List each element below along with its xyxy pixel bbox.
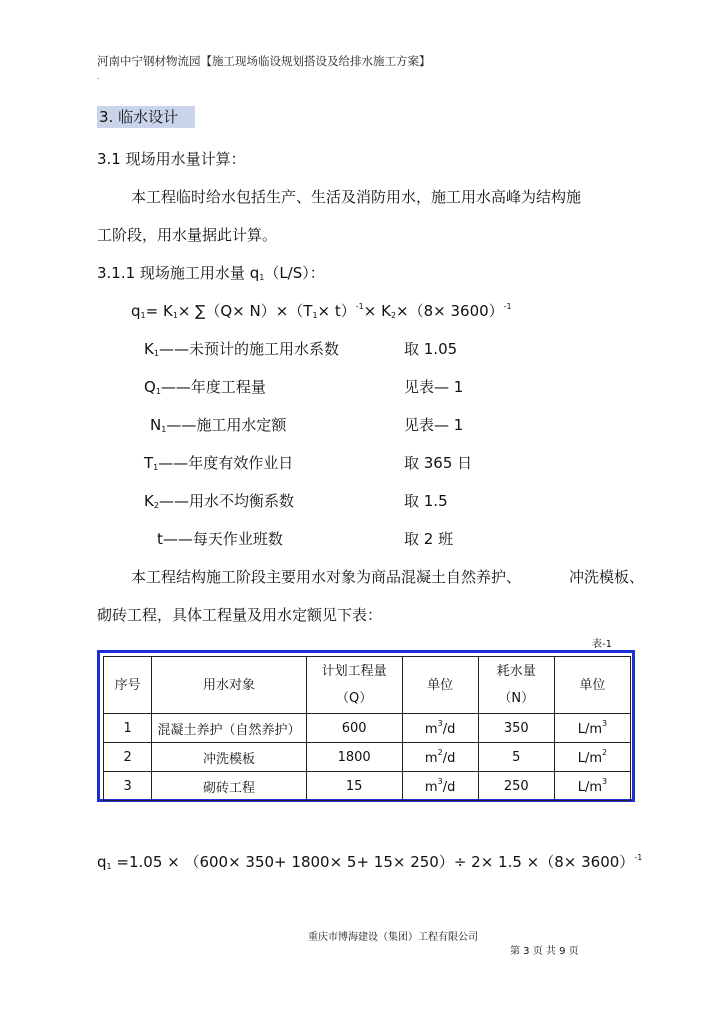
paragraph-2-line-1-tail: 冲洗模板、 [569, 568, 645, 586]
water-usage-table-frame [97, 650, 635, 802]
cell-quantity: 1800 [306, 743, 402, 772]
variable-q1: $Q_1——$年度工程量 [144, 378, 266, 396]
variable-k1-value: 取 1.05 [404, 340, 458, 358]
header-unit-2: 单位 [554, 657, 630, 714]
header-consumption: 耗水量 （N） [478, 657, 554, 714]
cell-no: 2 [104, 743, 152, 772]
cell-unit-1: $m^3/d$ [402, 772, 478, 801]
section-title: 3. 临水设计 [97, 106, 195, 128]
cell-unit-1: $m^3/d$ [402, 714, 478, 743]
page-header: 河南中宁钢材物流园【施工现场临设规划搭设及给排水施工方案】 [97, 54, 431, 68]
cell-object: 冲洗模板 [152, 743, 306, 772]
paragraph-2-line-1: 本工程结构施工阶段主要用水对象为商品混凝土自然养护、 [131, 568, 522, 586]
cell-unit-2: $L/m^2$ [554, 743, 630, 772]
variable-t1: $T_1——$年度有效作业日 [144, 454, 294, 472]
footer-page-number: 第 3 页 共 9 页 [510, 946, 579, 957]
cell-consumption: 350 [478, 714, 554, 743]
header-no: 序号 [104, 657, 152, 714]
variable-t-value: 取 2 班 [404, 530, 454, 548]
variable-k2: $K_2——$用水不均衡系数 [144, 492, 294, 510]
table-header-row [104, 657, 631, 714]
water-formula: $q_1= K_1\times \sum(Q\times N)\times(T_1\times t)^{-1}\times K_2\times(8\times 3600)^{-1}$ [131, 302, 512, 320]
variable-k1: $K_1——$未预计的施工用水系数 [144, 340, 339, 358]
cell-object: 混凝土养护（自然养护） [152, 714, 306, 743]
calculation-line: $q_1 =1.05 \times (600\times 350+ 1800\times 5+ 15\times 250)\div 2\times 1.5 \times(8\times 3600)^{-1}$ [97, 853, 643, 871]
variable-k2-value: 取 1.5 [404, 492, 448, 510]
subsection-3-1-title: 3.1 现场用水量计算： [97, 150, 246, 168]
water-usage-table [103, 656, 631, 801]
header-object: 用水对象 [152, 657, 306, 714]
header-mark: . [97, 72, 100, 81]
header-unit-1: 单位 [402, 657, 478, 714]
paragraph-1-line-2: 工阶段，用水量据此计算。 [97, 226, 278, 244]
cell-quantity: 600 [306, 714, 402, 743]
cell-no: 1 [104, 714, 152, 743]
variable-t1-value: 取 365 日 [404, 454, 473, 472]
variable-n1-value: 见表— 1 [404, 416, 464, 434]
footer-company: 重庆市博海建设（集团）工程有限公司 [308, 932, 478, 943]
cell-consumption: 5 [478, 743, 554, 772]
cell-unit-2: $L/m^3$ [554, 714, 630, 743]
subsection-3-1-1-title: 3.1.1 现场施工用水量 $q_1(L/S)$： [97, 264, 325, 282]
table-label: 表-1 [592, 639, 612, 650]
paragraph-2-line-2: 砌砖工程，具体工程量及用水定额见下表： [97, 606, 383, 624]
variable-t: t——每天作业班数 [157, 530, 283, 548]
cell-quantity: 15 [306, 772, 402, 801]
header-quantity: 计划工程量 （Q） [306, 657, 402, 714]
cell-unit-1: $m^2/d$ [402, 743, 478, 772]
table-row [104, 743, 631, 772]
cell-no: 3 [104, 772, 152, 801]
variable-n1: $N_1——$施工用水定额 [150, 416, 287, 434]
cell-consumption: 250 [478, 772, 554, 801]
cell-unit-2: $L/m^3$ [554, 772, 630, 801]
table-row [104, 714, 631, 743]
variable-q1-value: 见表— 1 [404, 378, 464, 396]
table-row [104, 772, 631, 801]
paragraph-1-line-1: 本工程临时给水包括生产、生活及消防用水，施工用水高峰为结构施 [131, 188, 582, 206]
cell-object: 砌砖工程 [152, 772, 306, 801]
